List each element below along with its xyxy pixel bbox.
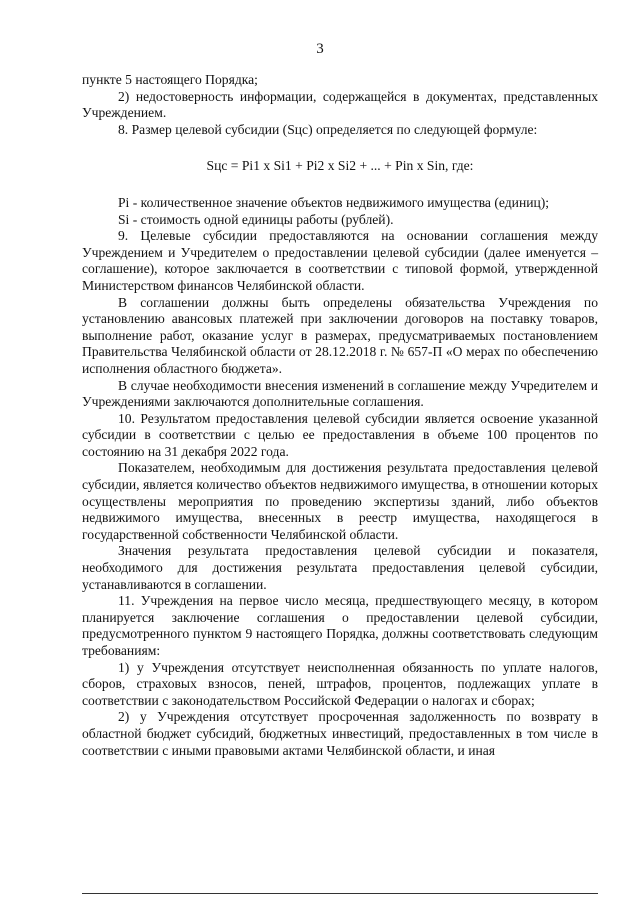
paragraph-result-values: Значения результата предоставления целевой субсидии и показателя, необходимого для достижения результата предоставления целевой субсидии, устанавливаются в соглашении. (82, 543, 598, 592)
paragraph-indicator: Показателем, необходимым для достижения результата предоставления целевой субсидии, является количество объектов недвижимого имущества, в отношении которых осуществлены мероприятия по проведению экспертизы зданий, либо объектов недвижимого имущества, внесенных в реестр имущества, находящегося в государственной собственности Челябинской области. (82, 460, 598, 542)
page-number: 3 (316, 41, 324, 57)
paragraph-10-result: 10. Результатом предоставления целевой субсидии является освоение указанной субсидии в соответствии с целью ее предоставления в объеме 100 процентов по состоянию на 31 декабря 2022 года. (82, 410, 598, 459)
page-bottom-rule (82, 893, 598, 894)
paragraph-11-requirements: 11. Учреждения на первое число месяца, предшествующего месяцу, в котором планируется заключение соглашения о предоставлении целевой субсидии, предусмотренного пунктом 9 настоящего Порядка, должны соответствовать следующим требованиям: (82, 593, 598, 658)
formula-legend-si: Si - стоимость одной единицы работы (рублей). (118, 211, 394, 227)
paragraph-9-agreement: 9. Целевые субсидии предоставляются на основании соглашения между Учреждением и Учредителем о предоставлении целевой субсидии (далее именуется – соглашение), которое заключается в соответствии с типовой формой, утвержденной Министерством финансов Челябинской области. (82, 228, 598, 293)
paragraph-8-subsidy-size: 8. Размер целевой субсидии (Sцс) определяется по следующей формуле: (118, 121, 538, 137)
formula-legend-pi: Pi - количественное значение объектов недвижимого имущества (единиц); (118, 194, 550, 210)
paragraph-agreement-obligations: В соглашении должны быть определены обязательства Учреждения по установлению авансовых платежей при заключении договоров на поставку товаров, выполнение работ, оказание услуг в размерах, предусматриваемых постановлением Правительства Челябинской области от 28.12.2018 г. № 657-П «О мерах по обеспечению исполнения областного бюджета». (82, 294, 598, 376)
paragraph-item-2-unreliable-info: 2) недостоверность информации, содержащейся в документах, представленных Учреждением. (82, 88, 598, 121)
paragraph-additional-agreements: В случае необходимости внесения изменений в соглашение между Учредителем и Учреждениями заключаются дополнительные соглашения. (82, 377, 598, 410)
subsidy-formula: Sцс = Pi1 x Si1 + Pi2 x Si2 + ... + Pin x Sin, где: (206, 158, 474, 174)
document-body (82, 72, 598, 759)
requirement-1-no-tax-debt: 1) у Учреждения отсутствует неисполненная обязанность по уплате налогов, сборов, страховых взносов, пеней, штрафов, процентов, подлежащих уплате в соответствии с законодательством Российской Федерации о налогах и сборах; (82, 659, 598, 708)
paragraph-continuation: пункте 5 настоящего Порядка; (82, 72, 258, 87)
requirement-2-no-overdue-debt: 2) у Учреждения отсутствует просроченная задолженность по возврату в областной бюджет субсидий, бюджетных инвестиций, предоставленных в том числе в соответствии с иными правовыми актами Челябинской области, и иная (82, 709, 598, 758)
